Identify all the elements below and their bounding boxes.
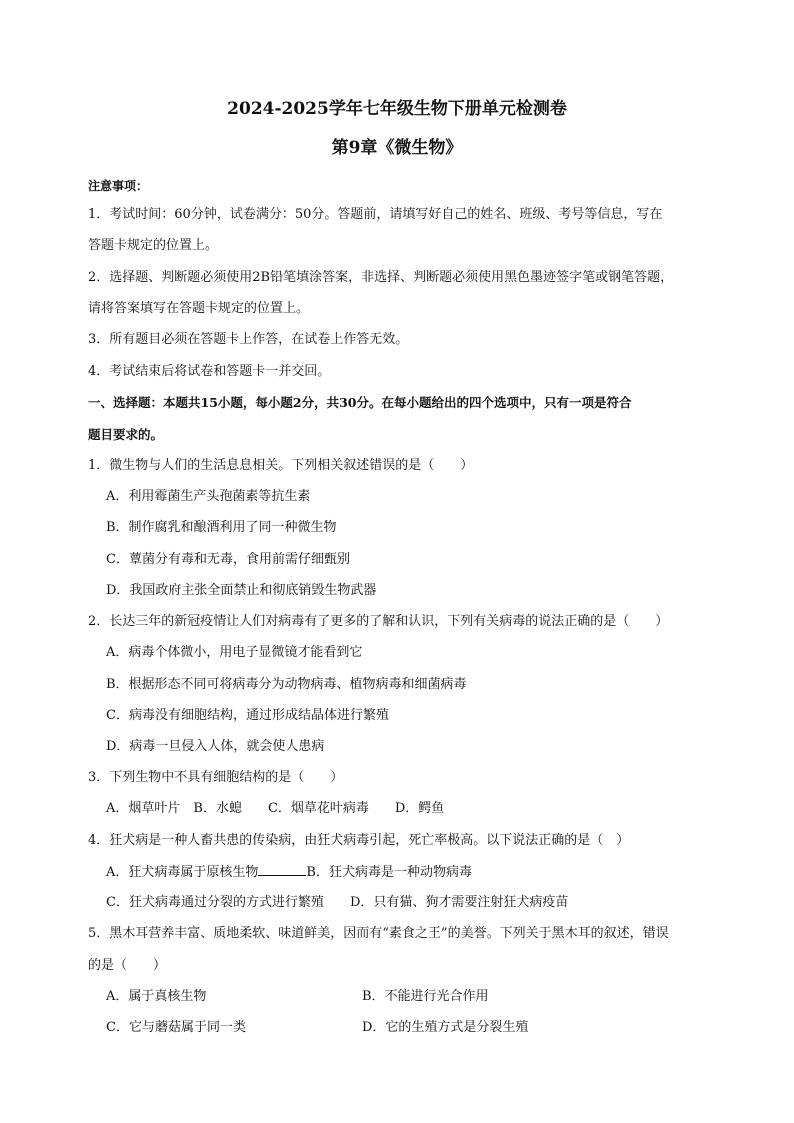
q2-option-d: D．病毒一旦侵入人体，就会使人患病 xyxy=(106,739,325,754)
q5-option-d: D．它的生殖方式是分裂生殖 xyxy=(362,1020,529,1035)
question-1-stem: 1．微生物与人们的生活息息相关。下列相关叙述错误的是（ ） xyxy=(88,458,474,473)
notice-item: 1．考试时间：60分钟，试卷满分：50分。答题前，请填写好自己的姓名、班级、考号等信息，写在 xyxy=(88,207,663,222)
q3-options: A．烟草叶片 B．水螅 C．烟草花叶病毒 D．鳄鱼 xyxy=(106,801,445,816)
chapter-subtitle: 第9章《微生物》 xyxy=(331,138,463,158)
q5-option-b: B．不能进行光合作用 xyxy=(362,989,489,1004)
section-heading-cont: 题目要求的。 xyxy=(88,427,164,442)
question-5-stem: 5．黑木耳营养丰富、质地柔软、味道鲜美，因而有“素食之王”的美誉。下列关于黑木耳的叙述，错误 xyxy=(88,926,669,941)
q4-options-ab xyxy=(106,862,472,883)
q5-option-c: C．它与蘑菇属于同一类 xyxy=(106,1020,246,1035)
section-heading: 一、选择题：本题共15小题，每小题2分，共30分。在每小题给出的四个选项中，只有一项是符合 xyxy=(88,395,632,410)
q4-option-b: B．狂犬病毒是一种动物病毒 xyxy=(306,865,472,880)
q5-option-a: A．属于真核生物 xyxy=(106,989,207,1004)
q2-option-a: A．病毒个体微小，用电子显微镜才能看到它 xyxy=(106,645,363,660)
q1-option-d: D．我国政府主张全面禁止和彻底销毁生物武器 xyxy=(106,583,377,598)
q2-option-b: B．根据形态不同可将病毒分为动物病毒、植物病毒和细菌病毒 xyxy=(106,677,467,692)
question-4-stem: 4．狂犬病是一种人畜共患的传染病，由狂犬病毒引起，死亡率极高。以下说法正确的是（ ） xyxy=(88,833,630,848)
notice-item: 4．考试结束后将试卷和答题卡一并交回。 xyxy=(88,364,331,379)
notice-item: 请将答案填写在答题卡规定的位置上。 xyxy=(88,301,310,316)
q1-option-a: A．利用霉菌生产头孢菌素等抗生素 xyxy=(106,489,311,504)
notice-item: 3．所有题目必须在答题卡上作答，在试卷上作答无效。 xyxy=(88,332,409,347)
q4-option-a: A．狂犬病毒属于原核生物 xyxy=(106,865,259,880)
q1-option-b: B．制作腐乳和酿酒利用了同一种微生物 xyxy=(106,520,337,535)
q2-option-c: C．病毒没有细胞结构，通过形成结晶体进行繁殖 xyxy=(106,708,389,723)
question-5-stem-cont: 的是（ ） xyxy=(88,958,167,973)
notice-item: 2．选择题、判断题必须使用2B铅笔填涂答案，非选择、判断题必须使用黑色墨迹签字笔或钢笔答题， xyxy=(88,270,674,285)
notice-heading: 注意事项： xyxy=(88,179,149,193)
question-3-stem: 3．下列生物中不具有细胞结构的是（ ） xyxy=(88,770,344,785)
page-title: 2024-2025学年七年级生物下册单元检测卷 xyxy=(227,99,567,119)
q1-option-c: C．蕈菌分有毒和无毒，食用前需仔细甄别 xyxy=(106,552,350,567)
notice-item: 答题卡规定的位置上。 xyxy=(88,238,219,253)
question-2-stem: 2．长达三年的新冠疫情让人们对病毒有了更多的了解和认识，下列有关病毒的说法正确的是（ ） xyxy=(88,614,669,629)
q4-options-cd: C．狂犬病毒通过分裂的方式进行繁殖 D．只有猫、狗才需要注射狂犬病疫苗 xyxy=(106,895,569,910)
answer-blank xyxy=(258,862,306,876)
